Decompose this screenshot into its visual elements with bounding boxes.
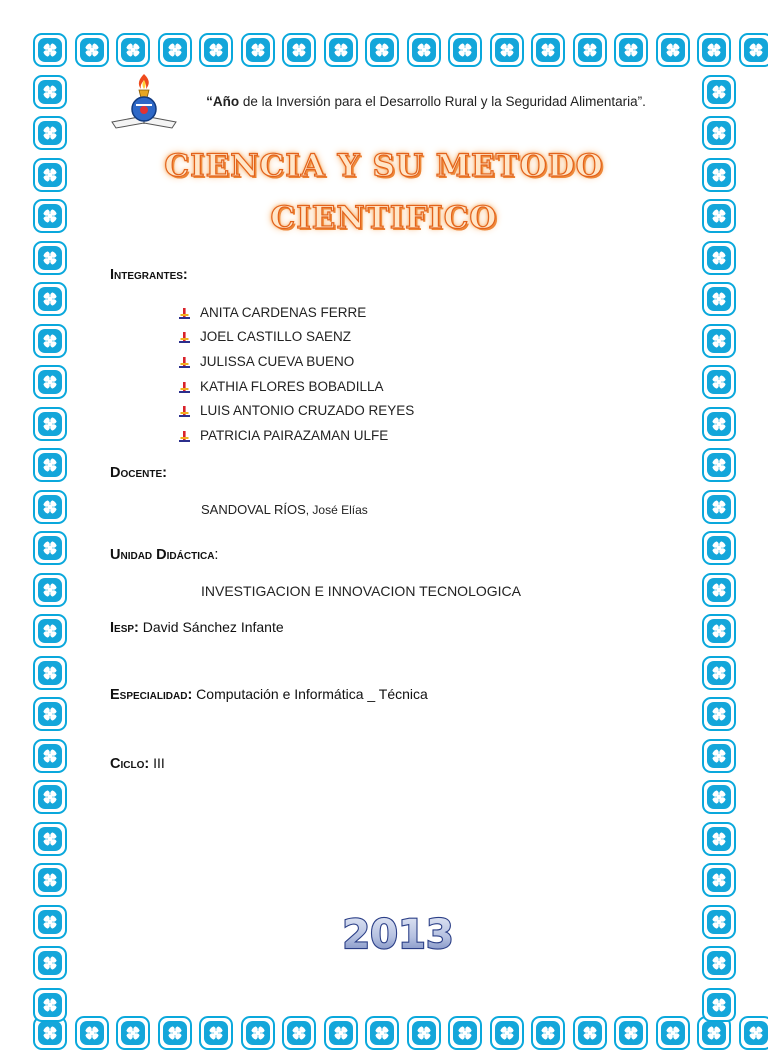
border-tile bbox=[33, 33, 67, 67]
motto-strong: “Año bbox=[206, 94, 239, 109]
border-tile bbox=[702, 448, 736, 482]
border-tile bbox=[116, 33, 150, 67]
border-tile bbox=[33, 116, 67, 150]
border-tile bbox=[33, 324, 67, 358]
border-tile bbox=[33, 282, 67, 316]
border-tile bbox=[33, 614, 67, 648]
border-tile bbox=[407, 1016, 441, 1050]
iesp-label: Iesp: bbox=[110, 620, 139, 636]
border-tile bbox=[739, 33, 768, 67]
border-tile bbox=[702, 614, 736, 648]
document-title-line-1: CIENCIA Y SU METODO bbox=[0, 148, 768, 184]
unidad-colon: : bbox=[214, 547, 218, 563]
especialidad-value: Computación e Informática _ Técnica bbox=[192, 686, 428, 702]
border-tile bbox=[573, 1016, 607, 1050]
unidad-value: INVESTIGACION E INNOVACION TECNOLOGICA bbox=[201, 583, 521, 599]
border-tile bbox=[573, 33, 607, 67]
border-tile bbox=[241, 33, 275, 67]
border-tile bbox=[241, 1016, 275, 1050]
border-tile bbox=[33, 573, 67, 607]
border-tile bbox=[33, 448, 67, 482]
border-tile bbox=[33, 241, 67, 275]
especialidad-row bbox=[110, 686, 428, 703]
border-tile bbox=[199, 33, 233, 67]
bullet-icon bbox=[178, 380, 191, 393]
border-tile bbox=[702, 697, 736, 731]
border-tile bbox=[33, 822, 67, 856]
border-tile bbox=[448, 1016, 482, 1050]
border-tile bbox=[158, 1016, 192, 1050]
border-tile bbox=[656, 1016, 690, 1050]
docente-name: , José Elías bbox=[306, 503, 368, 517]
document-title-line-2: CIENTIFICO bbox=[0, 200, 768, 236]
bullet-icon bbox=[178, 355, 191, 368]
border-tile bbox=[739, 1016, 768, 1050]
member-name: LUIS ANTONIO CRUZADO REYES bbox=[200, 403, 414, 418]
year-text: 2013 bbox=[342, 912, 453, 958]
iesp-row bbox=[110, 619, 284, 636]
border-tile bbox=[531, 1016, 565, 1050]
border-tile bbox=[702, 822, 736, 856]
border-tile bbox=[702, 116, 736, 150]
border-tile bbox=[33, 407, 67, 441]
border-tile bbox=[33, 905, 67, 939]
member-name: JULISSA CUEVA BUENO bbox=[200, 354, 354, 369]
border-tile bbox=[531, 33, 565, 67]
border-tile bbox=[33, 75, 67, 109]
border-tile bbox=[33, 531, 67, 565]
members-list bbox=[178, 300, 414, 448]
border-tile bbox=[33, 656, 67, 690]
border-tile bbox=[702, 282, 736, 316]
border-tile bbox=[702, 241, 736, 275]
motto-rest: de la Inversión para el Desarrollo Rural y la Seguridad Alimentaria”. bbox=[239, 94, 646, 109]
bullet-icon bbox=[178, 330, 191, 343]
border-tile bbox=[702, 863, 736, 897]
member-name: KATHIA FLORES BOBADILLA bbox=[200, 379, 384, 394]
member-name: JOEL CASTILLO SAENZ bbox=[200, 329, 351, 344]
border-tile bbox=[33, 988, 67, 1022]
border-tile bbox=[702, 739, 736, 773]
border-tile bbox=[702, 531, 736, 565]
year-graphic bbox=[338, 906, 458, 962]
border-tile bbox=[33, 863, 67, 897]
border-tile bbox=[614, 1016, 648, 1050]
unidad-label-text: Unidad Didáctica bbox=[110, 547, 214, 563]
member-name: ANITA CARDENAS FERRE bbox=[200, 305, 366, 320]
border-tile bbox=[158, 33, 192, 67]
border-tile bbox=[702, 407, 736, 441]
border-tile bbox=[490, 33, 524, 67]
border-tile bbox=[33, 946, 67, 980]
ciclo-row bbox=[110, 755, 165, 772]
border-tile bbox=[702, 573, 736, 607]
border-tile bbox=[702, 656, 736, 690]
border-tile bbox=[33, 490, 67, 524]
border-tile bbox=[702, 490, 736, 524]
border-tile bbox=[282, 1016, 316, 1050]
border-tile bbox=[33, 365, 67, 399]
member-item bbox=[178, 325, 414, 350]
border-tile bbox=[199, 1016, 233, 1050]
docente-surname: SANDOVAL RÍOS bbox=[201, 502, 306, 517]
border-tile bbox=[614, 33, 648, 67]
border-tile bbox=[407, 33, 441, 67]
border-tile bbox=[75, 33, 109, 67]
border-tile bbox=[365, 33, 399, 67]
especialidad-label: Especialidad: bbox=[110, 687, 192, 703]
border-tile bbox=[702, 780, 736, 814]
border-tile bbox=[697, 33, 731, 67]
member-item bbox=[178, 423, 414, 448]
bullet-icon bbox=[178, 306, 191, 319]
member-item bbox=[178, 374, 414, 399]
border-tile bbox=[324, 33, 358, 67]
border-tile bbox=[702, 365, 736, 399]
docente-value bbox=[201, 502, 368, 517]
bullet-icon bbox=[178, 404, 191, 417]
border-tile bbox=[448, 33, 482, 67]
border-tile bbox=[365, 1016, 399, 1050]
integrantes-label: Integrantes: bbox=[110, 267, 188, 283]
border-tile bbox=[702, 324, 736, 358]
border-tile bbox=[702, 75, 736, 109]
member-item bbox=[178, 349, 414, 374]
border-tile bbox=[324, 1016, 358, 1050]
border-tile bbox=[656, 33, 690, 67]
border-tile bbox=[33, 697, 67, 731]
bullet-icon bbox=[178, 429, 191, 442]
ciclo-value: III bbox=[149, 755, 165, 771]
motto-text bbox=[196, 92, 656, 112]
border-tile bbox=[282, 33, 316, 67]
institution-logo bbox=[106, 70, 182, 134]
border-tile bbox=[702, 905, 736, 939]
unidad-label bbox=[110, 547, 218, 563]
member-item bbox=[178, 300, 414, 325]
member-name: PATRICIA PAIRAZAMAN ULFE bbox=[200, 428, 388, 443]
docente-label: Docente: bbox=[110, 465, 167, 481]
border-tile bbox=[490, 1016, 524, 1050]
border-tile bbox=[702, 988, 736, 1022]
border-tile bbox=[702, 946, 736, 980]
ciclo-label: Ciclo: bbox=[110, 756, 149, 772]
border-tile bbox=[116, 1016, 150, 1050]
border-tile bbox=[33, 780, 67, 814]
member-item bbox=[178, 398, 414, 423]
iesp-value: David Sánchez Infante bbox=[139, 619, 284, 635]
border-tile bbox=[33, 739, 67, 773]
border-tile bbox=[75, 1016, 109, 1050]
